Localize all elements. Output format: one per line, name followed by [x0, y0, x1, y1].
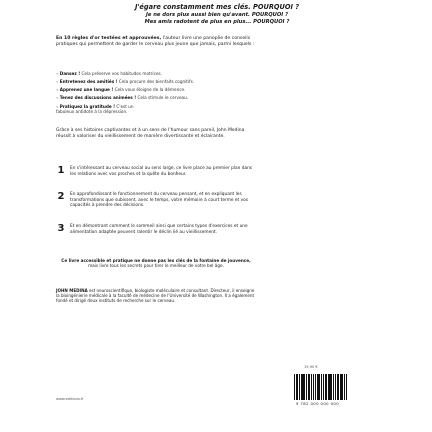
- bullet-item: [56, 96, 188, 100]
- number-marker: 2: [57, 191, 65, 202]
- numbered-paragraph: En s'intéressant au cerveau social au sens large, ce livre place au premier plan dans les relations avec vos proches et la quête du bonheur.: [70, 166, 253, 177]
- intro-paragraph: [56, 36, 256, 48]
- bullet-item: [56, 88, 185, 92]
- closing-rest: mais livre tous les secrets pour tirer le meilleur de votre bel âge.: [88, 263, 224, 269]
- publisher-website: www.editions.fr: [56, 397, 84, 401]
- intro-lead: En 10 règles d'or testées et approuvées,: [56, 36, 162, 41]
- header-line-1: J'égare constamment mes clés. POURQUOI ?: [134, 3, 300, 11]
- header-line-2: Je ne dors plus aussi bien qu'avant. POURQUOI ?: [145, 12, 289, 18]
- numbered-paragraph: En approfondissant le fonctionnement du cerveau pensant, et en expliquant les transformations que subissent, avec le temps, votre mémoire à court terme et vos capacités à prendre des décisions.: [70, 192, 249, 209]
- bullet-text: Cela préserve vos habitudes motrices.: [80, 71, 162, 76]
- intro-rest: l'auteur livre une panoplie de conseils pratiques qui permettent de garder le cerveau plus jeune que jamais, parmi lesquels :: [56, 36, 255, 47]
- bullet-item: [56, 80, 194, 84]
- closing-paragraph: [56, 258, 256, 269]
- isbn-number: 9 782 000 000 000: [296, 401, 340, 406]
- bullet-marker: «: [56, 79, 60, 84]
- bullet-marker: «: [56, 95, 60, 100]
- bullet-bold: Dansez !: [59, 71, 81, 76]
- bullet-marker: «: [56, 104, 60, 109]
- bullet-item: [56, 104, 152, 114]
- bullet-item: [56, 72, 162, 76]
- number-marker: 3: [57, 223, 65, 234]
- header-line-3: Mes amis radotent de plus en plus... POURQUOI ?: [144, 19, 290, 25]
- bullet-text: Cela stimule le cerveau.: [136, 95, 189, 100]
- bullet-text: Cela vous éloigne de la démence.: [113, 87, 186, 92]
- bullet-bold: Entretenez des amitiés !: [59, 79, 118, 84]
- author-name: JOHN MEDINA: [56, 288, 88, 293]
- closing-lead: Ce livre accessible et pratique ne donne pas les clés de la fontaine de jouvence,: [61, 258, 251, 263]
- description-paragraph: Grâce à ses histoires captivantes et à un sens de l'humour sans pareil, John Medina réussit à valoriser du vieillissement de manière divertissante et éclairante.: [56, 128, 245, 139]
- bullet-text: Cela procure des bienfaits cognitifs.: [117, 79, 195, 84]
- numbered-paragraph: Et en démontrant comment le sommeil ainsi que certains types d'exercices et une alimentation adaptée peuvent ralentir le déclin lié au vieillissement.: [70, 224, 248, 235]
- author-text: est neuroscientifique, biologiste moléculaire et consultant. Directeur, il enseigne la bioingénierie médicale à la faculté de médecine de l'Université de Washington. Il a également fondé et dirigé deux instituts de recherche sur le cerveau.: [56, 288, 255, 303]
- author-bio: [56, 288, 256, 303]
- bullet-marker: «: [56, 87, 60, 92]
- bullet-text: C'est un fabuleux antidote à la dépression.: [56, 104, 134, 114]
- barcode-icon: [294, 374, 348, 400]
- bullet-bold: Apprenez une langue !: [59, 87, 114, 92]
- bullet-marker: «: [56, 71, 60, 76]
- bullet-bold: Tenez des discussions animées !: [59, 95, 137, 100]
- bullet-bold: Pratiquez la gratitude !: [59, 104, 116, 109]
- price-label: 19,90 €: [304, 365, 318, 369]
- book-back-cover: [56, 0, 378, 432]
- number-marker: 1: [57, 165, 65, 176]
